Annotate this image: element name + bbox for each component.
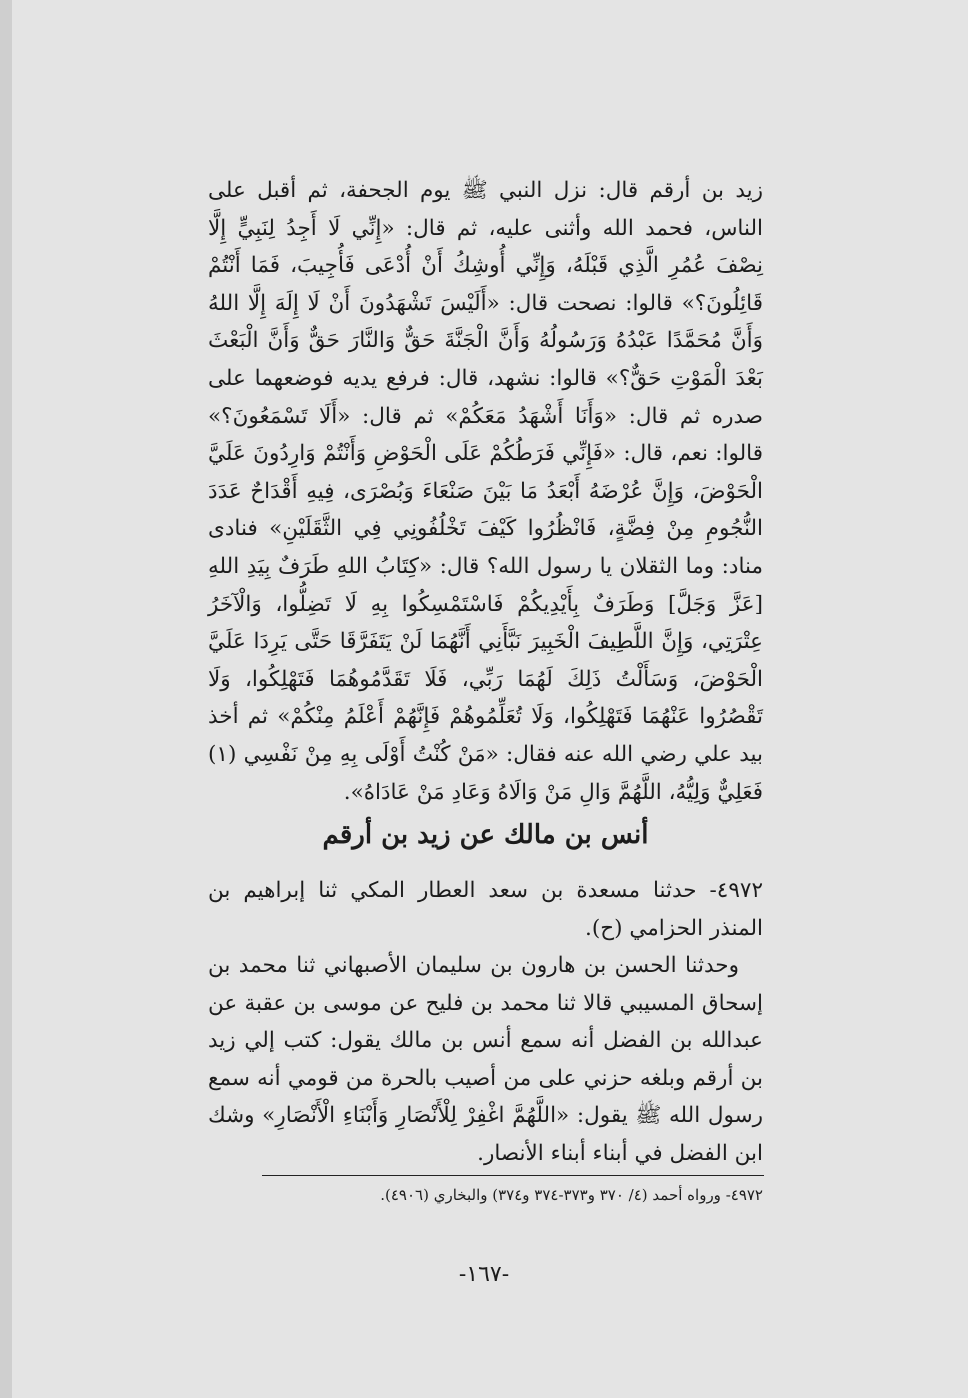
hadith-4972-text: وحدثنا الحسن بن هارون بن سليمان الأصبهاني ثنا محمد بن إسحاق المسيبي قالا ثنا محمد بن فليح عن موسى بن عقبة عن عبدالله بن الفضل أنه سمع أنس بن مالك يقول: كتب إلي زيد بن أرقم وبلغه حزني على من أصيب بالحرة من قومي أنه سمع رسول الله ﷺ يقول: «اللَّهُمَّ اغْفِرْ لِلْأَنْصَارِ وَأَبْنَاءِ الْأَنْصَارِ» وشك ابن الفضل في أبناء أبناء الأنصار. (208, 953, 763, 1166)
section-heading: أنس بن مالك عن زيد بن أرقم (322, 820, 649, 850)
hadith-continuation-text (208, 172, 763, 811)
hadith-4972-isnad: ٤٩٧٢- حدثنا مسعدة بن سعد العطار المكي ثنا إبراهيم بن المنذر الحزامي (ح). (208, 878, 763, 941)
footnote: ٤٩٧٢- ورواه أحمد (٤/ ٣٧٠ و٣٧٣-٣٧٤ و٣٧٤) والبخاري (٤٩٠٦). (380, 1186, 763, 1204)
footnote-divider (262, 1175, 764, 1176)
hadith-paragraph: زيد بن أرقم قال: نزل النبي ﷺ يوم الجحفة، ثم أقبل على الناس، فحمد الله وأثنى عليه، ثم قال: «إِنِّي لَا أَجِدُ لِنَبِيٍّ إِلَّا نِصْفَ عُمُرِ الَّذِي قَبْلَهُ، وَإِنِّي أُوشِكُ أَنْ أُدْعَى فَأُجِيبَ، فَمَا أَنْتُمْ قَائِلُونَ؟» قالوا: نصحت قال: «أَلَيْسَ تَشْهَدُونَ أَنْ لَا إِلَهَ إِلَّا اللهُ وَأَنَّ مُحَمَّدًا عَبْدُهُ وَرَسُولُهُ وَأَنَّ الْجَنَّةَ حَقٌّ وَالنَّارَ حَقٌّ وَأَنَّ الْبَعْثَ بَعْدَ الْمَوْتِ حَقٌّ؟» قالوا: نشهد، قال: فرفع يديه فوضعهما على صدره ثم قال: «وَأَنَا أَشْهَدُ مَعَكُمْ» ثم قال: «أَلَا تَسْمَعُونَ؟» قالوا: نعم، قال: «فَإِنِّي فَرَطُكُمْ عَلَى الْحَوْضِ وَأَنْتُمْ وَارِدُونَ عَلَيَّ الْحَوْضَ، وَإِنَّ عُرْضَهُ أَبْعَدُ مَا بَيْنَ صَنْعَاءَ وَبُصْرَى، فِيهِ أَقْدَاحٌ عَدَدَ النُّجُومِ مِنْ فِضَّةٍ، فَانْظُرُوا كَيْفَ تَخْلُفُونِي فِي الثَّقَلَيْنِ» فنادى مناد: وما الثقلان يا رسول الله؟ قال: «كِتَابُ اللهِ طَرَفٌ بِيَدِ اللهِ [عَزَّ وَجَلَّ] وَطَرَفٌ بِأَيْدِيكُمْ فَاسْتَمْسِكُوا بِهِ لَا تَضِلُّوا، وَالْآخَرُ عِتْرَتِي، وَإِنَّ اللَّطِيفَ الْخَبِيرَ نَبَّأَنِي أَنَّهُمَا لَنْ يَتَفَرَّقَا حَتَّى يَرِدَا عَلَيَّ الْحَوْضَ، وَسَأَلْتُ ذَلِكَ لَهُمَا رَبِّي، فَلَا تَقَدَّمُوهُمَا فَتَهْلِكُوا، وَلَا تَقْصُرُوا عَنْهُمَا فَتَهْلِكُوا، وَلَا تُعَلِّمُوهُمْ فَإِنَّهُمْ أَعْلَمُ مِنْكُمْ» ثم أخذ بيد علي رضي الله عنه فقال: «مَنْ كُنْتُ أَوْلَى بِهِ مِنْ نَفْسِي (١) فَعَلِيٌّ وَلِيُّهُ، اللَّهُمَّ وَالِ مَنْ وَالَاهُ وَعَادِ مَنْ عَادَاهُ». (208, 178, 763, 805)
page-number: -١٦٧- (458, 1262, 510, 1287)
page-edge-shadow (0, 0, 12, 1398)
hadith-4972 (208, 872, 763, 1172)
